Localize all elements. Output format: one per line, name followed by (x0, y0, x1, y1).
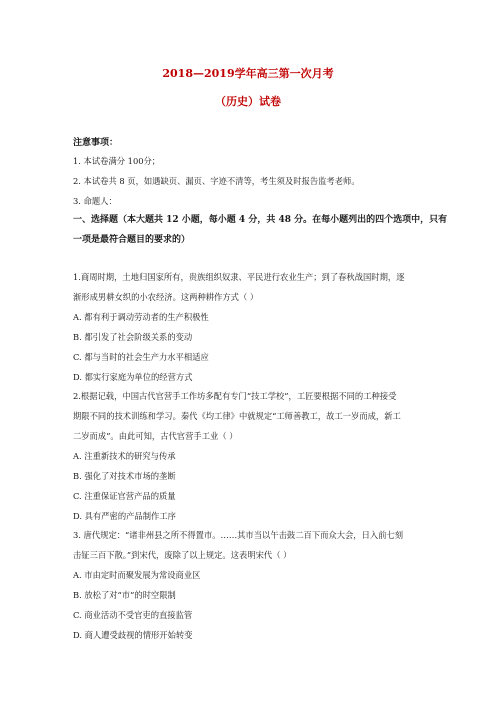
answer-option: B. 都引发了社会阶级关系的变动 (73, 332, 193, 342)
exam-title: 2018—2019学年高三第一次月考 (162, 67, 334, 80)
answer-option: C. 商业活动不受官吏的直接监管 (73, 610, 193, 620)
question-stem: 3. 唐代规定：“诸非州县之所不得置市。……其市当以午击鼓二百下而众大会，日入前七刻 (73, 530, 404, 540)
answer-option: A. 都有利于调动劳动者的生产积极性 (73, 312, 209, 322)
answer-option: B. 放松了对“市”的时空限制 (73, 590, 176, 600)
answer-option: C. 注重保证官营产品的质量 (73, 491, 176, 501)
question-stem: 2.根据记载，中国古代官营手工作坊多配有专门“技工学校”，工匠要根据不同的工种接受 (73, 391, 397, 401)
answer-option: A. 市由定时而聚发展为常设商业区 (73, 570, 201, 580)
question-stem: 期限不同的技术训练和学习。秦代《均工律》中就规定“工师善教工，故工一岁而成，新工 (73, 411, 401, 421)
exam-subtitle: （历史）试卷 (215, 95, 281, 108)
notes-item: 1. 本试卷满分 100分； (73, 156, 161, 166)
notes-item: 2. 本试卷共 8 页，如遇缺页、漏页、字迹不清等，考生须及时报告监考老师。 (73, 176, 360, 186)
answer-option: D. 商人遭受歧视的情形开始转变 (73, 630, 193, 640)
answer-option: D. 具有严密的产品制作工序 (73, 511, 176, 521)
question-stem: 1.商周时期，土地归国家所有，贵族组织奴隶、平民进行农业生产；到了春秋战国时期，逐 (73, 272, 405, 282)
notes-heading: 注意事项： (73, 138, 119, 148)
answer-option: A. 注重新技术的研究与传承 (73, 451, 176, 461)
question-stem: 渐形成男耕女织的小农经济。这两种耕作方式（ ） (73, 292, 259, 302)
notes-item: 3. 命题人： (73, 196, 117, 206)
question-stem: 二岁而成”。由此可知，古代官营手工业（ ） (73, 431, 238, 441)
section-heading: 一、选择题（本大题共 12 小题，每小题 4 分，共 48 分。在每小题列出的四个选项中，只有 (73, 215, 448, 225)
section-heading: 一项是最符合题目的要求的） (73, 235, 191, 245)
answer-option: D. 都实行家庭为单位的经营方式 (73, 372, 193, 382)
answer-option: C. 都与当时的社会生产力水平相适应 (73, 352, 209, 362)
question-stem: 击钲三百下散。”到宋代，废除了以上规定。这表明宋代（ ） (73, 550, 292, 560)
answer-option: B. 强化了对技术市场的垄断 (73, 471, 176, 481)
